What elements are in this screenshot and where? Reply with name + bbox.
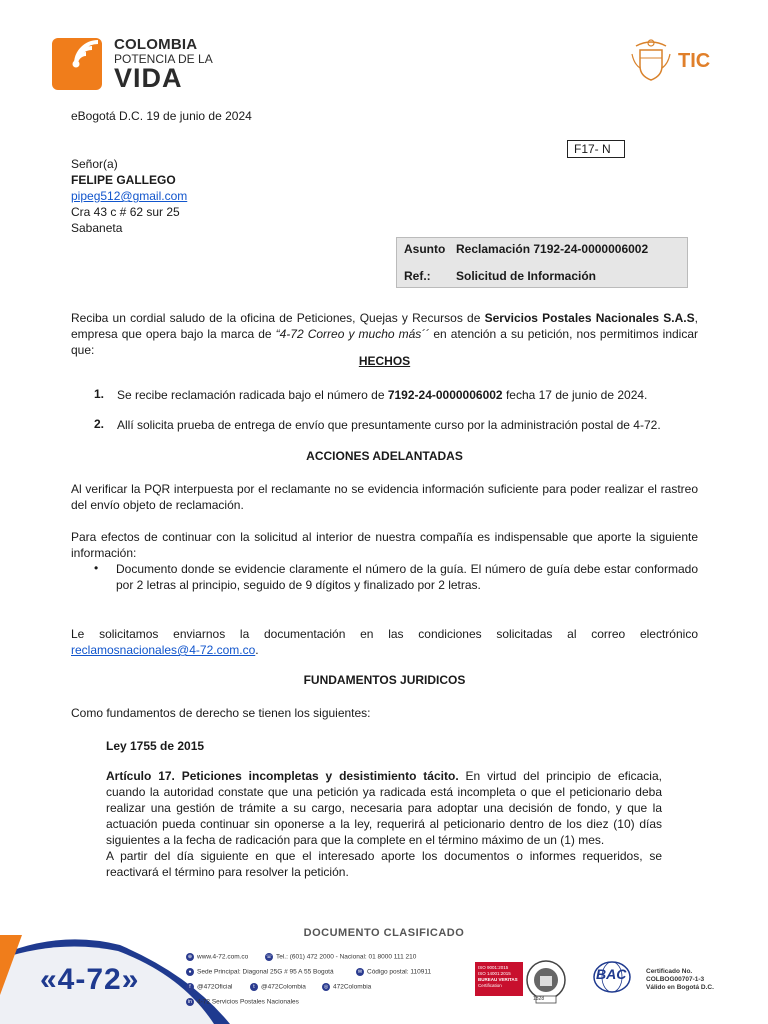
facebook-icon: f (186, 983, 194, 991)
classification-label: DOCUMENTO CLASIFICADO (303, 927, 465, 939)
footer-instagram-text[interactable]: 472Colombia (333, 983, 372, 991)
hecho-1-code: 7192-24-0000006002 (387, 388, 503, 402)
certificate-info (646, 968, 714, 992)
location-icon: ● (186, 968, 194, 976)
footer-address-text: Sede Principal: Diagonal 25G # 95 A 55 Bogotá (197, 968, 334, 976)
article-text: En virtud del principio de eficacia, cuando la autoridad constate que una petición ya radicada está incompleta o que el peticionario deba realizar una gestión de trámite a su cargo, necesaria para adoptar una decisión de fondo, y que la actuación pueda continuar sin oponerse a la ley, requerirá al peticionario dentro de los diez (10) días siguientes a la fecha de radicación para que la complete en el término máximo de un (1) mes. (106, 769, 662, 847)
footer-twitter (250, 983, 306, 991)
footer-postal (356, 968, 431, 976)
hecho-2-number: 2. (94, 417, 105, 431)
hecho-2-text: Allí solicita prueba de entrega de envío que presuntamente curso por la administración postal de 4-72. (117, 418, 661, 432)
request-paragraph (71, 626, 698, 658)
fundamentos-title: FUNDAMENTOS JURIDICOS (303, 673, 466, 687)
iso-certification-badge (475, 962, 523, 996)
logo-line-2: POTENCIA DE LA (114, 52, 213, 66)
footer-linkedin (186, 998, 299, 1006)
footer-address (186, 968, 334, 976)
article-title: Artículo 17. Peticiones incompletas y desistimiento tácito. (106, 769, 459, 783)
coat-of-arms-icon (628, 36, 674, 86)
footer-facebook (186, 983, 233, 991)
subject-value: Reclamación 7192-24-0000006002 (456, 242, 649, 256)
fundamentos-intro: Como fundamentos de derecho se tienen los siguientes: (71, 706, 371, 720)
intro-paragraph (71, 310, 698, 358)
logo-line-1: COLOMBIA (114, 36, 198, 53)
colombia-logo-text (114, 37, 213, 92)
iso-line-3: BUREAU VERITAS (478, 977, 518, 982)
bv-year: 1828 (533, 996, 545, 1002)
iso-line-4: Certification (478, 983, 502, 988)
request-text-a: Le solicitamos enviarnos la documentación en las condiciones solicitadas al correo electrónico (71, 627, 698, 641)
intro-text-b: , empresa que opera bajo la marca de (71, 311, 698, 341)
mail-icon: ✉ (357, 969, 363, 975)
salutation: Señor(a) (71, 157, 118, 171)
intro-text-a: Reciba un cordial saludo de la oficina de Peticiones, Quejas y Recursos de (71, 311, 485, 325)
form-code-box: F17- N (567, 140, 625, 158)
bac-label: BAC (596, 966, 627, 982)
subject-label: Asunto (404, 242, 446, 256)
recipient-name: FELIPE GALLEGO (71, 173, 176, 187)
acciones-title: ACCIONES ADELANTADAS (306, 449, 463, 463)
acciones-paragraph-2: Para efectos de continuar con la solicitud al interior de nuestra compañía es indispensable que aporte la siguiente información: (71, 530, 698, 560)
footer-twitter-text[interactable]: @472Colombia (261, 983, 306, 991)
address-line: Cra 43 c # 62 sur 25 (71, 205, 180, 219)
linkedin-icon: in (186, 998, 194, 1006)
bullet-symbol: • (94, 561, 99, 575)
iso-line-2: ISO 14001:2015 (478, 971, 511, 976)
cert-valid: Válido en Bogotá D.C. (646, 984, 714, 991)
footer-brand-logo (40, 963, 139, 997)
intro-company: Servicios Postales Nacionales S.A.S (484, 311, 695, 325)
bureau-veritas-seal-icon (524, 958, 568, 1004)
footer-web (186, 953, 248, 961)
article-paragraph (106, 768, 662, 848)
cert-code: COLBOG00707-1-3 (646, 976, 705, 983)
phone-icon: ☏ (265, 954, 273, 960)
globe-icon: ⊕ (187, 954, 193, 960)
recipient-email-link[interactable]: pipeg512@gmail.com (71, 189, 188, 203)
footer-postal-text: Código postal: 110911 (367, 968, 432, 976)
logo-line-3: VIDA (114, 63, 183, 93)
hecho-1-text-a: Se recibe reclamación radicada bajo el número de (117, 388, 388, 402)
request-email-link[interactable]: reclamosnacionales@4-72.com.co (71, 643, 256, 657)
ref-value: Solicitud de Información (456, 269, 597, 283)
intro-brand: “4-72 Correo y mucho más´´ (275, 327, 430, 341)
intro-text-c: en atención a su petición, nos permitimos indicar que: (71, 327, 699, 357)
footer-phone (265, 953, 416, 961)
hecho-1-number: 1. (94, 387, 105, 401)
iso-line-1: ISO 9001:2015 (478, 965, 509, 970)
article-paragraph-2: A partir del día siguiente en que el interesado aporte los documentos o informes requeridos, se reactivará el término para resolver la petición. (106, 849, 662, 879)
footer-linkedin-text[interactable]: 4-72 Servicios Postales Nacionales (197, 998, 299, 1006)
acciones-paragraph-1: Al verificar la PQR interpuesta por el reclamante no se evidencia información suficiente para poder realizar el rastreo del envío objeto de reclamación. (71, 482, 698, 512)
subject-box (396, 237, 688, 288)
law-title: Ley 1755 de 2015 (106, 739, 205, 753)
ref-label: Ref.: (404, 269, 431, 283)
hechos-title: HECHOS (358, 354, 411, 368)
footer-brand-text: «4-72» (40, 963, 140, 996)
footer-facebook-text[interactable]: @472Oficial (197, 983, 233, 991)
date-line: eBogotá D.C. 19 de junio de 2024 (71, 109, 252, 123)
hecho-1-text (117, 387, 647, 403)
instagram-icon: ◎ (323, 984, 329, 990)
city-line: Sabaneta (71, 221, 123, 235)
request-text-b: . (255, 643, 259, 657)
tic-label: TIC (678, 50, 711, 72)
twitter-icon: t (250, 983, 258, 991)
cert-label: Certificado No. (646, 968, 693, 975)
hecho-1-text-b: fecha 17 de junio de 2024. (502, 388, 648, 402)
footer-web-text[interactable]: www.4-72.com.co (197, 953, 249, 961)
bullet-item-text: Documento donde se evidencie claramente el número de la guía. El número de guía debe estar conformado por 2 letras al principio, seguido de 9 dígitos y finalizado por 2 letras. (116, 562, 698, 592)
footer-phone-text: Tel.: (601) 472 2000 - Nacional: 01 8000 111 210 (276, 953, 417, 961)
footer-instagram (322, 983, 371, 991)
